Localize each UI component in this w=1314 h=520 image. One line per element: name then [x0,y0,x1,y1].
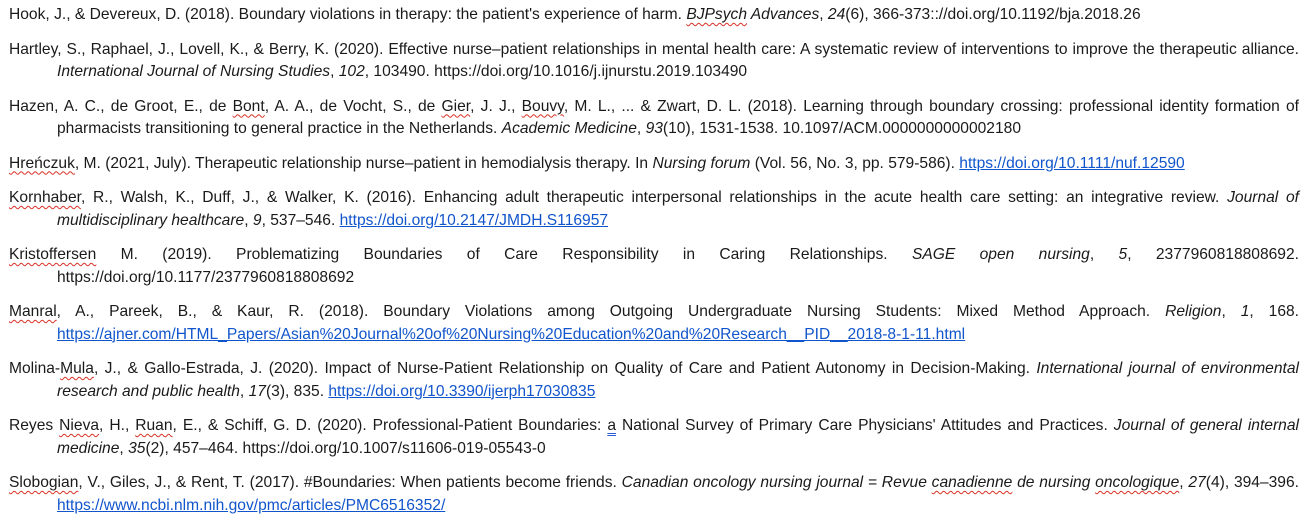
reference-text: , [1179,474,1189,491]
volume-number: 17 [248,382,266,400]
reference-kristoffersen-2019 [9,244,1299,289]
reference-text: , [239,382,249,400]
reference-slobogian-2017 [9,472,1299,517]
journal-title: Journal of general internal medicine [57,417,1299,457]
article-link[interactable]: https://ajner.com/HTML_Papers/Asian%20Journal%20of%20Nursing%20Education%20and%20Research__PID__2018-8-1-11.html [57,325,966,343]
reference-text: , J., & Gallo-Estrada, J. (2020). Impact of Nurse-Patient Relationship on Quality of Care and Patient Autonomy in Decision-Making. [93,360,1037,377]
volume-number: 35 [128,439,146,457]
reference-text: , V., Giles, J., & Rent, T. (2017). #Boundaries: When patients become friends. [78,474,622,491]
reference-hartley-2020 [9,39,1299,84]
doi-link[interactable]: https://doi.org/10.2147/JMDH.S116957 [339,211,609,229]
journal-title: Religion [1165,303,1222,320]
reference-manral-2018 [9,301,1299,346]
reference-text: , M. L., ... & Zwart, D. L. (2018). Learning through boundary crossing: professional identity formation of pharmacists transitioning to general practice in the Netherlands. [57,97,1300,137]
journal-title: International Journal of Nursing Studies [57,63,331,80]
reference-text: , [119,439,129,457]
spelling-flagged-word[interactable]: BJPsych [686,6,747,23]
journal-title [686,6,819,23]
reference-text: , 537–546. [261,211,340,229]
reference-hazen-2018 [9,96,1299,141]
reference-text: (Vol. 56, No. 3, pp. 579-586). [750,154,960,172]
reference-text: , A. A., de Vocht, S., de [264,97,442,115]
spelling-flagged-word[interactable]: oncologique [1095,474,1180,491]
reference-text: , 168. [1249,303,1300,320]
reference-kornhaber-2016 [9,187,1299,232]
reference-hook-2018 [9,4,1299,27]
reference-text: , J. J., [470,97,522,115]
reference-text: , M. (2021, July). Therapeutic relationship nurse–patient in hemodialysis therapy. In [74,154,653,172]
reference-text: , [330,63,339,80]
reference-text: , 2377960818808692. https://doi.org/10.1177/2377960818808692 [57,246,1299,286]
reference-text: , [819,6,828,23]
spelling-flagged-word[interactable]: Mula [60,360,94,377]
grammar-flagged-word[interactable]: a [607,417,617,434]
volume-number: 1 [1240,303,1250,320]
reference-text: , R., Walsh, K., Duff, J., & Walker, K. (2016). Enhancing adult therapeutic interpersonal relationships in the acute health care setting: an integrative review. [80,189,1228,206]
reference-text: , 103490. https://doi.org/10.1016/j.ijnurstu.2019.103490 [364,63,748,80]
reference-text: Hartley, S., Raphael, J., Lovell, K., & Berry, K. (2020). Effective nurse–patient relationships in mental health care: A systematic review of interventions to improve the therapeutic alliance. [9,40,1299,58]
reference-text: , E., & Schiff, G. D. (2020). Professional-Patient Boundaries: [172,417,608,434]
volume-number: 27 [1188,474,1206,491]
volume-number: 9 [252,211,262,229]
reference-text: (3), 835. [265,382,329,400]
spelling-flagged-word[interactable]: Nieva [59,417,100,434]
volume-number: 93 [645,120,663,137]
reference-text: , A., Pareek, B., & Kaur, R. (2018). Boundary Violations among Outgoing Undergraduate Nursing Students: Mixed Method Approach. [56,303,1166,320]
reference-text: , [636,120,646,137]
doi-link[interactable]: https://doi.org/10.3390/ijerph17030835 [328,382,596,400]
spelling-flagged-word[interactable]: Manral [9,303,57,320]
journal-title-text: de nursing [1012,474,1096,491]
spelling-flagged-word[interactable]: Kornhaber [9,189,81,206]
reference-text: , [1089,246,1119,263]
reference-molina-mula-2020 [9,358,1299,403]
journal-title [622,474,1180,491]
spelling-flagged-word[interactable]: Bouvy [521,97,564,115]
spelling-flagged-word[interactable]: Kristoffersen [9,246,97,263]
journal-title-text: Canadian oncology nursing journal = Revue [621,474,932,491]
reference-text: , [244,211,253,229]
reference-text: Reyes [9,417,60,434]
reference-text: Molina- [9,360,61,377]
journal-title: Academic Medicine [501,120,637,137]
spelling-flagged-word[interactable]: Slobogian [9,474,79,491]
reference-text: Hook, J., & Devereux, D. (2018). Boundary violations in therapy: the patient's experience of harm. [9,6,687,23]
spelling-flagged-word[interactable]: canadienne [931,474,1013,491]
spelling-flagged-word[interactable]: Gier [441,97,471,115]
reference-reyes-nieva-2020 [9,415,1299,460]
volume-number: 102 [338,63,365,80]
journal-title: International journal of environmental research and public health [57,360,1299,400]
reference-text: (10), 1531-1538. 10.1097/ACM.0000000000002180 [662,120,1021,137]
journal-title: Nursing forum [652,154,751,172]
reference-text: , [1221,303,1241,320]
spelling-flagged-word[interactable]: Hreńczuk [9,154,75,172]
spelling-flagged-word[interactable]: Ruan [135,417,173,434]
reference-text: (4), 394–396. [1205,474,1299,491]
reference-text: (2), 457–464. https://doi.org/10.1007/s11606-019-05543-0 [145,439,546,457]
reference-hrenczuk-2021 [9,153,1299,176]
reference-text: , H., [99,417,136,434]
volume-number: 5 [1118,246,1128,263]
reference-text: Hazen, A. C., de Groot, E., de [9,97,233,115]
reference-text: (6), 366-373:://doi.org/10.1192/bja.2018.26 [845,6,1141,23]
journal-title: SAGE open nursing [911,246,1090,263]
article-link[interactable]: https://www.ncbi.nlm.nih.gov/pmc/articles/PMC6516352/ [57,496,446,514]
doi-link[interactable]: https://doi.org/10.1111/nuf.12590 [959,154,1185,172]
reference-text: M. (2019). Problematizing Boundaries of Care Responsibility in Caring Relationships. [96,246,912,263]
journal-title: Journal of multidisciplinary healthcare [57,189,1299,229]
journal-title-text: Advances [747,6,820,23]
spelling-flagged-word[interactable]: Bont [232,97,265,115]
reference-text: National Survey of Primary Care Physicians' Attitudes and Practices. [616,417,1114,434]
volume-number: 24 [827,6,846,23]
